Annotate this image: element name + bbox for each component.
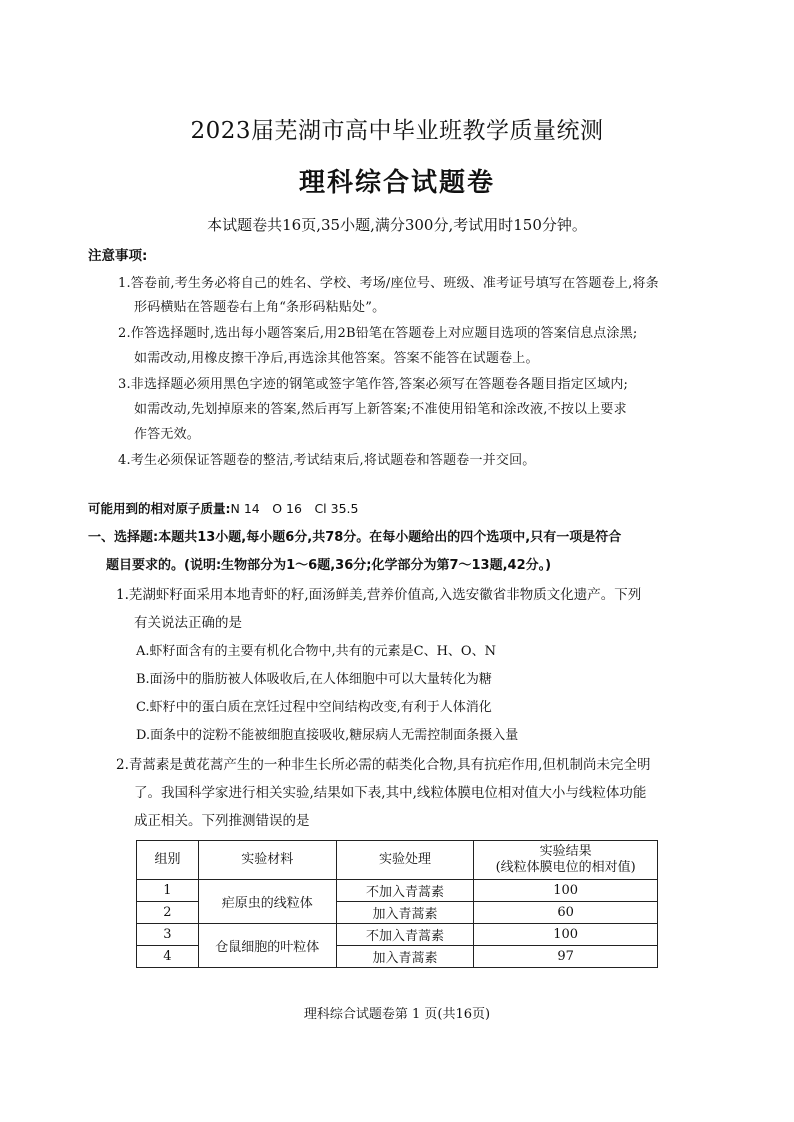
- header-result-line-2: (线粒体膜电位的相对值): [495, 860, 636, 875]
- section1-heading-line-1: 一、选择题:本题共13小题,每小题6分,共78分。在每小题给出的四个选项中,只有一项是符合: [88, 530, 622, 545]
- header-material: 实验材料: [198, 841, 336, 880]
- note-2-line-1: 2.作答选择题时,选出每小题答案后,用2B铅笔在答题卷上对应题目选项的答案信息点涂黑;: [118, 326, 638, 341]
- atomic-mass-values: N 14 O 16 Cl 35.5: [230, 501, 359, 516]
- cell-treatment: 不加入青蒿素: [336, 880, 474, 902]
- cell-material: 仓鼠细胞的叶粒体: [198, 924, 336, 968]
- cell-material: 疟原虫的线粒体: [198, 880, 336, 924]
- q2-stem-line-1: 2.青蒿素是黄花蒿产生的一种非生长所必需的萜类化合物,具有抗疟作用,但机制尚未完全明: [116, 757, 651, 773]
- note-3-line-3: 作答无效。: [134, 427, 201, 442]
- header-result-line-1: 实验结果: [539, 844, 592, 859]
- paper-intro: 本试题卷共16页,35小题,满分300分,考试用时150分钟。: [207, 216, 587, 234]
- cell-group: 3: [137, 924, 199, 946]
- header-result: [474, 841, 658, 880]
- cell-group: 1: [137, 880, 199, 902]
- note-3-line-1: 3.非选择题必须用黑色字迹的钢笔或签字笔作答,答案必须写在答题卷各题目指定区域内;: [118, 377, 629, 392]
- cell-result: 97: [474, 946, 658, 968]
- cell-group: 2: [137, 902, 199, 924]
- atomic-mass-line: [88, 499, 358, 517]
- note-2-line-2: 如需改动,用橡皮擦干净后,再选涂其他答案。答案不能答在试题卷上。: [134, 351, 539, 366]
- header-group: 组别: [137, 841, 199, 880]
- section1-heading-line-2: 题目要求的。(说明:生物部分为1～6题,36分;化学部分为第7～13题,42分。): [106, 558, 552, 573]
- cell-result: 100: [474, 924, 658, 946]
- cell-result: 100: [474, 880, 658, 902]
- q1-stem-line-1: 1.芜湖虾籽面采用本地青虾的籽,面汤鲜美,营养价值高,入选安徽省非物质文化遗产。下列: [116, 587, 642, 603]
- table-row: [137, 880, 658, 902]
- q2-stem-line-2: 了。我国科学家进行相关实验,结果如下表,其中,线粒体膜电位相对值大小与线粒体功能: [134, 785, 647, 801]
- note-1-line-1: 1.答卷前,考生务必将自己的姓名、学校、考场/座位号、班级、准考证号填写在答题卷上,将条: [118, 276, 659, 291]
- note-4-line-1: 4.考生必须保证答题卷的整洁,考试结束后,将试题卷和答题卷一并交回。: [118, 453, 536, 468]
- q1-option-a: A.虾籽面含有的主要有机化合物中,共有的元素是C、H、O、N: [136, 644, 496, 659]
- cell-treatment: 加入青蒿素: [336, 902, 474, 924]
- table-header-row: [137, 841, 658, 880]
- cell-treatment: 不加入青蒿素: [336, 924, 474, 946]
- q1-stem-line-2: 有关说法正确的是: [134, 615, 242, 631]
- note-3-line-2: 如需改动,先划掉原来的答案,然后再写上新答案;不准使用铅笔和涂改液,不按以上要求: [134, 402, 627, 417]
- q1-option-d: D.面条中的淀粉不能被细胞直接吸收,糖尿病人无需控制面条摄入量: [136, 728, 519, 743]
- cell-result: 60: [474, 902, 658, 924]
- cell-group: 4: [137, 946, 199, 968]
- q2-stem-line-3: 成正相关。下列推测错误的是: [134, 813, 310, 829]
- q1-option-c: C.虾籽中的蛋白质在烹饪过程中空间结构改变,有利于人体消化: [136, 700, 492, 715]
- note-1-line-2: 形码横贴在答题卷右上角“条形码粘贴处”。: [134, 300, 386, 315]
- page-footer: 理科综合试题卷第 1 页(共16页): [303, 1007, 491, 1022]
- exam-title: 2023届芜湖市高中毕业班教学质量统测: [190, 118, 604, 144]
- cell-treatment: 加入青蒿素: [336, 946, 474, 968]
- header-treatment: 实验处理: [336, 841, 474, 880]
- experiment-table: [136, 840, 658, 968]
- q1-option-b: B.面汤中的脂肪被人体吸收后,在人体细胞中可以大量转化为糖: [136, 672, 492, 687]
- paper-subtitle: 理科综合试题卷: [298, 168, 495, 198]
- notes-heading: 注意事项:: [88, 248, 148, 264]
- table-row: [137, 924, 658, 946]
- atomic-mass-label: 可能用到的相对原子质量:: [88, 501, 231, 516]
